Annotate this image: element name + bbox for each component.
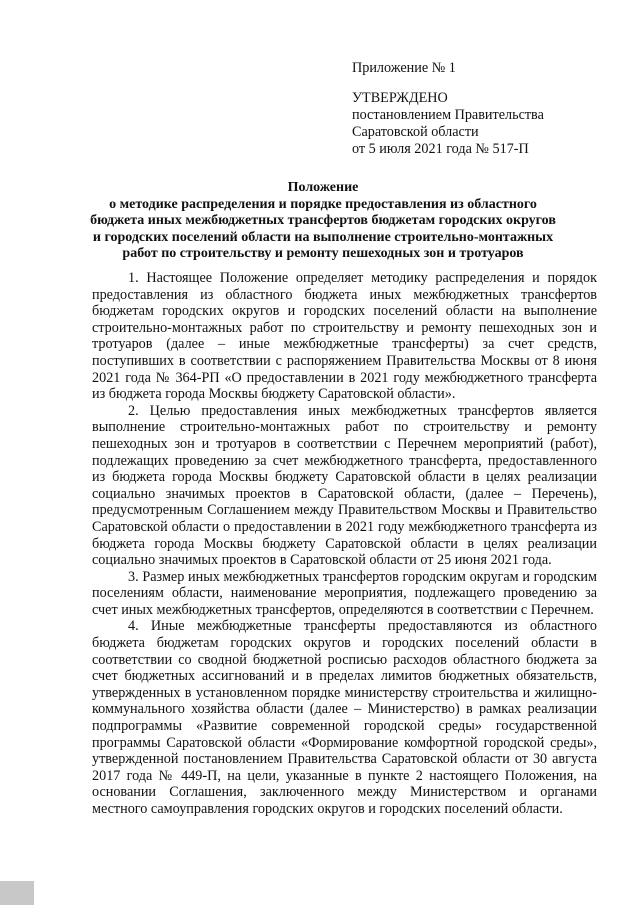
title-line-2: бюджета иных межбюджетных трансфертов бюджетам городских округов — [90, 213, 556, 228]
paragraph-3: 3. Размер иных межбюджетных трансфертов городским округам и городским поселениям области, наименование мероприятия, подлежащего проведению за счет иных межбюджетных трансфертов, определяются в соответствии с Перечнем. — [92, 568, 597, 618]
approval-line-1: постановлением Правительства — [352, 107, 544, 123]
document-title — [88, 180, 558, 263]
paragraph-4: 4. Иные межбюджетные трансферты предоставляются из областного бюджета бюджетам городских округов и городских поселений области в соответствии со сводной бюджетной росписью расходов областного бюджета за счет бюджетных ассигнований и в пределах лимитов бюджетных обязательств, утвержденных в установленном порядке министерству строительства и жилищно-коммунального хозяйства области (далее – Министерство) в рамках реализации подпрограммы «Развитие современной городской среды» государственной программы Саратовской области «Формирование комфортной городской среды», утвержденной постановлением Правительства Саратовской области от 30 августа 2017 года № 449-П, на цели, указанные в пункте 2 настоящего Положения, на основании Соглашения, заключенного между Министерством и органами местного самоуправления городских округов и городских поселений области. — [92, 618, 597, 817]
title-heading: Положение — [287, 180, 359, 195]
paragraph-2: 2. Целью предоставления иных межбюджетных трансфертов является выполнение строительно-монтажных работ по строительству и ремонту пешеходных зон и тротуаров в соответствии с Перечнем мероприятий (работ), подлежащих проведению за счет межбюджетного трансферта, предоставленного из бюджета города Москвы бюджету Саратовской области в целях реализации социально значимых проектов в Саратовской области, (далее – Перечень), предусмотренным Соглашением между Правительством Москвы и Правительство Саратовской области о предоставлении в 2021 году межбюджетного трансферта из бюджета города Москвы бюджету Саратовской области в целях реализации социально значимых проектов в Саратовской области от 25 июня 2021 года. — [92, 402, 597, 569]
title-line-3: и городских поселений области на выполнение строительно-монтажных — [92, 229, 554, 245]
approval-line-2: Саратовской области — [352, 124, 479, 140]
title-line-4: работ по строительству и ремонту пешеходных зон и тротуаров — [122, 246, 524, 261]
document-body — [92, 270, 597, 818]
scan-corner-mark — [0, 881, 34, 905]
title-line-1: о методике распределения и порядке предоставления из областного — [109, 196, 537, 212]
approved-stamp: УТВЕРЖДЕНО — [352, 90, 448, 106]
approval-line-3: от 5 июля 2021 года № 517-П — [352, 141, 529, 157]
paragraph-1: 1. Настоящее Положение определяет методику распределения и порядок предоставления из областного бюджета иных межбюджетных трансфертов бюджетам городских округов и городских поселений области на выполнение строительно-монтажных работ по строительству и ремонту пешеходных зон и тротуаров (далее – иные межбюджетные трансферты) за счет средств, поступивших в соответствии с распоряжением Правительства Москвы от 8 июня 2021 года № 364-РП «О предоставлении в 2021 году межбюджетного трансферта из бюджета города Москвы бюджету Саратовской области». — [92, 270, 597, 403]
appendix-number: Приложение № 1 — [352, 60, 456, 76]
approval-block — [352, 60, 544, 158]
